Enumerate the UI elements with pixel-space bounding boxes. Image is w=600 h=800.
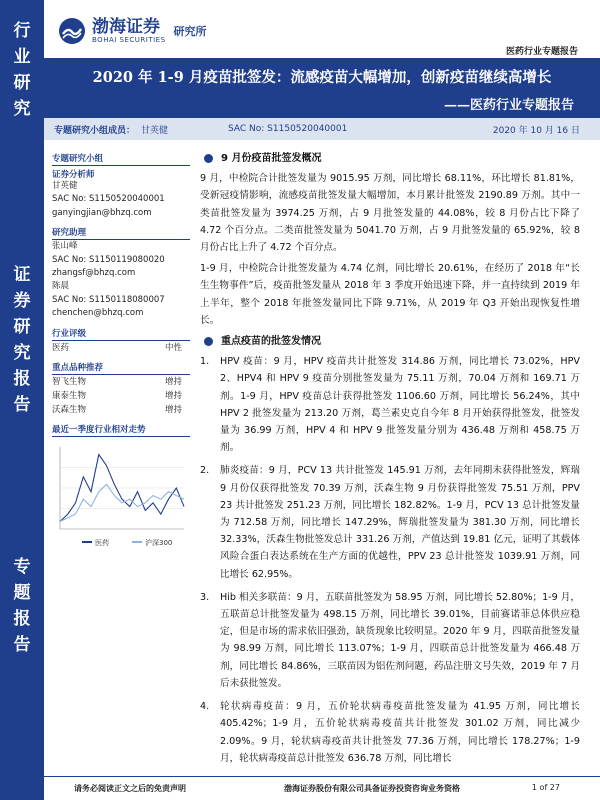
stock-rating: 增持 — [164, 376, 182, 387]
stock-name: 智飞生物 — [52, 376, 87, 387]
stock-list — [52, 375, 190, 417]
sidebar-label-securities-report — [0, 262, 44, 418]
main-content — [200, 146, 580, 773]
item-text: Hib 相关多联苗：9 月，五联苗批签发为 58.95 万剂，同比增长 52.80%；1-9 月，五联苗总计批签发量为 498.15 万剂，同比增长 39.01%，目前赛诺菲总体供应稳定，但是市场的需求依旧强劲，缺货现象比较明显。2020 年 9 月，四联苗批签发量为 98.99 万剂，同比增长 113.07%；1-9 月，四联苗总计批签发量为 466.48 万剂，同比增长 84.86%，三联苗因为铝佐剂问题，药品注册文号失效，2019 年 7 月后未获批签发。 — [220, 591, 580, 689]
assistant-heading: 研究助理 — [52, 226, 190, 240]
stock-name: 康泰生物 — [52, 390, 87, 401]
page-footer — [44, 776, 600, 799]
assistant-line: SAC No: S1150118080007 — [52, 294, 165, 305]
vaccine-item — [200, 353, 580, 456]
section-title: 9 月份疫苗批签发概况 — [221, 153, 322, 164]
logo-tag: 研究所 — [173, 25, 207, 38]
item-number: 4. — [200, 701, 210, 713]
analyst-line: 甘英健 — [52, 181, 78, 191]
item-text: 轮状病毒疫苗：9 月，五价轮状病毒疫苗批签发量为 41.95 万剂，同比增长 405.42%；1-9 月，五价轮状病毒疫苗共计批签发 301.02 万剂，同比减少 2.09%。9 月，轮状病毒疫苗共计批签发 77.36 万剂，同比增长 178.27%；1-9 月，轮状病毒疫苗总计批签发 636.78 万剂，同比增长 — [220, 701, 580, 764]
overview-paragraph-1: 9 月，中检院合计批签发量为 9015.95 万剂，同比增长 68.11%，环比增长 81.81%，受新冠疫情影响，流感疫苗批签发量大幅增加，本月累计批签发 2190.89 万剂。其中一类苗批签发量为 3974.25 万剂，占 9 月批签发量的 44.08%，较 8 月份占比下降了 4.72 个百分点。二类苗批签发量为 5041.70 万剂，占 9 月批签发量的 65.92%，较 8 月份占比上升了 4.72 个百分点。 — [200, 173, 580, 254]
sidebar-char: 研 — [13, 317, 31, 337]
analyst-line: ganyingjian@bhzq.com — [52, 207, 152, 218]
overview-paragraph-2: 1-9 月，中检院合计批签发量为 4.74 亿剂，同比增长 20.61%，在经历了 2018 年“长生生物事件”后，疫苗批签发量从 2018 年 3 季度开始迅速下降，并一直持续到 2019 年上半年，整个 2018 年批签发量同比下降 9.71%，从 2019 年 Q3 开始出现恢复性增长。 — [200, 263, 580, 326]
sidebar-char: 业 — [13, 47, 31, 67]
relative-trend-chart — [52, 441, 190, 551]
sidebar-label-special-report — [0, 554, 44, 658]
sidebar-char: 究 — [13, 99, 31, 119]
stock-name: 沃森生物 — [52, 404, 87, 415]
title-banner — [44, 58, 600, 118]
sidebar-label-industry-research — [0, 18, 44, 122]
sidebar-char: 究 — [13, 343, 31, 363]
stocks-heading: 重点品种推荐 — [52, 361, 190, 375]
group-members-label: 专题研究小组成员： — [54, 125, 136, 136]
document-type: 医药行业专题报告 — [505, 47, 578, 57]
analyst-label: 证券分析师 — [52, 170, 95, 180]
industry-rating-row — [52, 341, 190, 355]
legend-label-1: 沪深300 — [145, 538, 173, 547]
item-text: 肺炎疫苗：9 月，PCV 13 共计批签发 145.91 万剂，去年同期未获得批签发，辉瑞 9 月份仅获得批签发 70.39 万剂，沃森生物 9 月份获得批签发 75.51 万剂，PPV 23 共计批签发 251.23 万剂，同比增长 182.82%。1-9 月，PCV 13 总计批签发量为 712.58 万剂，同比增长 147.29%，辉瑞批签发量为 381.30 万剂，同比增长 32.33%，沃森生物批签发总计 331.26 万剂，产值达到 19.81 亿元，证明了其载体风险合蛋白表达系统在生产方面的优越性，PPV 23 总计批签发 1039.91 万剂，同比增长 62.95%。 — [220, 465, 580, 580]
analyst-info — [52, 180, 190, 220]
section-heading-key-vaccines — [200, 333, 580, 350]
report-date: 2020 年 10 月 16 日 — [492, 125, 580, 136]
sidebar — [0, 0, 44, 800]
stock-rating: 增持 — [164, 404, 182, 415]
rating-sector: 医药 — [52, 342, 70, 353]
assistant-info — [52, 240, 190, 320]
rating-value: 中性 — [164, 342, 182, 353]
left-info-column — [52, 146, 190, 554]
sidebar-char: 告 — [13, 635, 31, 655]
item-number: 2. — [200, 465, 210, 477]
rating-heading: 行业评级 — [52, 327, 190, 341]
sidebar-char: 报 — [13, 369, 31, 389]
vaccine-item — [200, 698, 580, 767]
assistant-line: SAC No: S1150119080020 — [52, 254, 165, 265]
legend-label-0: 医药 — [95, 538, 109, 547]
report-title: 2020 年 1-9 月疫苗批签发：流感疫苗大幅增加，创新疫苗继续高增长 — [92, 69, 552, 86]
logo-name-en: BOHAI SECURITIES — [92, 36, 166, 44]
sidebar-char: 报 — [13, 609, 31, 629]
group-member-name: 甘英健 — [141, 125, 169, 136]
vaccine-item — [200, 589, 580, 692]
logo-name-cn: 渤海证券 — [92, 17, 160, 37]
section-bullet-icon — [204, 337, 213, 346]
group-heading: 专题研究小组 — [52, 152, 190, 166]
page-number: 1 of 27 — [531, 783, 560, 792]
sidebar-char: 题 — [13, 583, 31, 603]
stock-row — [52, 389, 190, 403]
assistant-line: 张山峰 — [52, 241, 78, 252]
series-line-1 — [60, 484, 184, 521]
sidebar-char: 专 — [13, 557, 31, 577]
sidebar-char: 券 — [13, 291, 31, 311]
vaccine-item — [200, 462, 580, 582]
company-logo — [58, 14, 207, 48]
report-subtitle: ——医药行业专题报告 — [443, 98, 574, 113]
assistant-line: chenchen@bhzq.com — [52, 308, 144, 319]
sidebar-char: 证 — [13, 265, 31, 285]
footer-disclaimer: 请务必阅读正文之后的免责声明 — [74, 784, 186, 793]
section-title: 重点疫苗的批签发情况 — [221, 336, 321, 348]
bohai-logo-icon — [58, 17, 86, 45]
meta-row — [44, 118, 600, 140]
sidebar-char: 研 — [13, 73, 31, 93]
footer-company: 渤海证券股份有限公司具备证券投资咨询业务资格 — [284, 784, 460, 793]
vaccine-item-list — [200, 353, 580, 767]
item-text: HPV 疫苗：9 月，HPV 疫苗共计批签发 314.86 万剂，同比增长 73.02%，HPV 2、HPV4 和 HPV 9 疫苗分别批签发量为 75.11 万剂，70.04 万剂和 169.71 万剂。1-9 月，HPV 疫苗总计获得批签发 1106.60 万剂，同比增长 56.24%，其中 HPV 2 批签发量为 213.20 万剂，葛兰素史克自今年 8 月开始获得批签发，批签发量为 36.99 万剂，HPV 4 和 HPV 9 批签发量分别为 436.48 万剂和 458.75 万剂。 — [220, 356, 580, 454]
stock-row — [52, 403, 190, 417]
analyst-line: SAC No: S1150520040001 — [52, 194, 165, 205]
sidebar-char: 告 — [13, 395, 31, 415]
sidebar-char: 行 — [13, 21, 31, 41]
item-number: 3. — [200, 591, 210, 603]
item-number: 1. — [200, 356, 210, 368]
assistant-line: zhangsf@bhzq.com — [52, 268, 136, 279]
section-bullet-icon — [204, 154, 213, 163]
section-heading-overview — [200, 150, 580, 167]
sac-number: SAC No: S1150520040001 — [228, 124, 348, 134]
trend-heading: 最近一季度行业相对走势 — [52, 423, 190, 437]
stock-rating: 增持 — [164, 390, 182, 401]
assistant-line: 陈晨 — [52, 281, 70, 292]
stock-row — [52, 375, 190, 389]
